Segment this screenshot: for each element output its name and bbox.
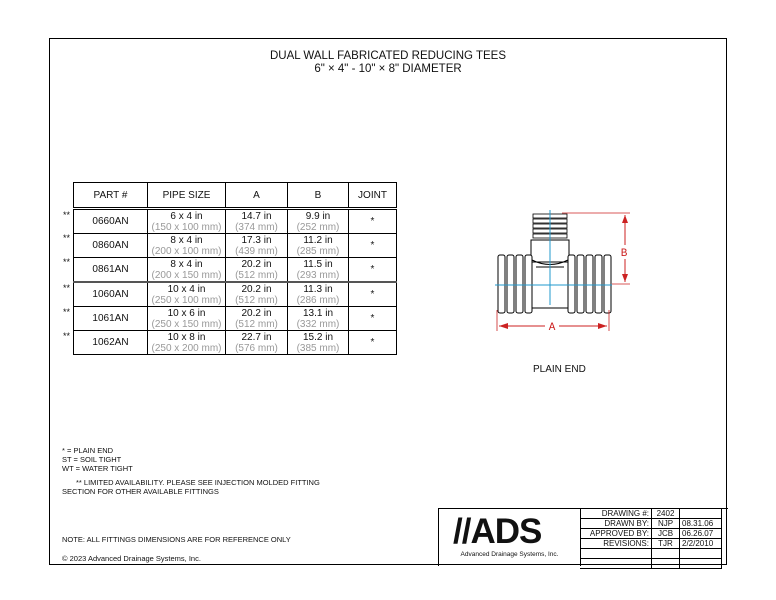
value: 8 x 4 in [170, 258, 203, 270]
dimension-a-label: A [548, 322, 556, 334]
limited-availability-marker: ** [63, 283, 71, 293]
col-header-pipe-size: PIPE SIZE [148, 183, 226, 209]
joint-cell [349, 307, 397, 331]
col-header-joint: JOINT [349, 183, 397, 209]
note-limited-2: SECTION FOR OTHER AVAILABLE FITTINGS [62, 487, 219, 496]
dim-a-cell [226, 258, 288, 283]
dimension-b-label: B [620, 248, 628, 260]
pipe-size-cell [148, 282, 226, 307]
joint-cell [349, 331, 397, 355]
value: 20.2 in [241, 283, 272, 295]
col-header-part: PART # [74, 183, 148, 209]
pipe-size-cell [148, 258, 226, 283]
metric-value: (512 mm) [235, 269, 278, 281]
pipe-corrugation [577, 255, 584, 313]
part-cell [74, 307, 148, 331]
ads-logo [439, 509, 581, 566]
value: * [370, 337, 375, 348]
title-block-label: REVISIONS: [580, 539, 652, 549]
metric-value: (250 x 150 mm) [151, 318, 222, 330]
tee-fitting-drawing [490, 205, 640, 340]
value: 10 x 6 in [167, 307, 206, 319]
title-block-date: 2/2/2010 [680, 539, 722, 549]
title-block-label: DRAWING #: [580, 509, 652, 519]
metric-value: (293 mm) [296, 269, 340, 281]
value: 13.1 in [302, 307, 334, 319]
table-row [74, 258, 397, 283]
title-block-date: 06.26.07 [680, 529, 722, 539]
drawing-title: DUAL WALL FABRICATED REDUCING TEES [269, 50, 506, 62]
title-block-value: JCB [652, 529, 680, 539]
title-block-date [680, 549, 722, 559]
dim-a-cell [226, 282, 288, 307]
value: 1060AN [92, 289, 129, 300]
part-cell [74, 209, 148, 234]
col-header-a: A [226, 183, 288, 209]
title-block-label: APPROVED BY: [580, 529, 652, 539]
table-row [74, 331, 397, 355]
title-block-value: NJP [652, 519, 680, 529]
note-water-tight: WT = WATER TIGHT [62, 464, 133, 473]
title-block-label [580, 559, 652, 569]
value: 15.2 in [302, 331, 334, 343]
title-block-row [580, 559, 722, 569]
title-block-row [580, 549, 722, 559]
value: 1061AN [92, 313, 129, 324]
value: 10 x 8 in [167, 331, 206, 343]
metric-value: (250 x 100 mm) [151, 294, 222, 306]
value: 17.3 in [241, 234, 272, 246]
value: 22.7 in [241, 331, 272, 343]
ads-logo-subtitle: Advanced Drainage Systems, Inc. [460, 551, 559, 558]
title-block-label: DRAWN BY: [580, 519, 652, 529]
title-block-date [680, 509, 722, 519]
part-cell [74, 282, 148, 307]
pipe-corrugation [568, 255, 575, 313]
table-header-row [74, 183, 397, 209]
metric-value: (576 mm) [235, 342, 278, 354]
dim-a-cell [226, 209, 288, 234]
dim-a-cell [226, 331, 288, 355]
value: 10 x 4 in [167, 283, 206, 295]
dim-b-cell [288, 331, 349, 355]
dim-b-cell [288, 258, 349, 283]
value: 11.3 in [303, 283, 333, 295]
value: 11.2 in [303, 234, 333, 246]
value: * [370, 289, 375, 300]
value: 11.5 in [303, 258, 333, 270]
value: 8 x 4 in [170, 234, 203, 246]
metric-value: (200 x 150 mm) [151, 269, 222, 281]
title-block-table [580, 509, 722, 569]
value: 9.9 in [305, 210, 331, 222]
value: 6 x 4 in [170, 210, 203, 222]
value: 14.7 in [241, 210, 272, 222]
pipe-corrugation [595, 255, 602, 313]
pipe-size-cell [148, 307, 226, 331]
note-soil-tight: ST = SOIL TIGHT [62, 455, 122, 464]
title-block-label [580, 549, 652, 559]
metric-value: (285 mm) [296, 245, 340, 257]
title-block [438, 508, 728, 566]
value: 20.2 in [241, 307, 272, 319]
title-block-row [580, 529, 722, 539]
joint-cell [349, 209, 397, 234]
limited-availability-marker: ** [63, 257, 71, 267]
pipe-corrugation [516, 255, 523, 313]
ads-logo-mark: //ADS [453, 512, 542, 551]
title-block-value: 2402 [652, 509, 680, 519]
metric-value: (200 x 100 mm) [151, 245, 222, 257]
pipe-corrugation [507, 255, 514, 313]
title-block-date: 08.31.06 [680, 519, 722, 529]
metric-value: (250 x 200 mm) [151, 342, 222, 354]
value: * [370, 264, 375, 275]
title-block-row [580, 539, 722, 549]
dim-a-cell [226, 307, 288, 331]
metric-value: (252 mm) [296, 221, 340, 233]
dim-b-cell [288, 209, 349, 234]
metric-value: (150 x 100 mm) [151, 221, 222, 233]
pipe-corrugation [525, 255, 532, 313]
limited-availability-marker: ** [63, 307, 71, 317]
pipe-corrugation [498, 255, 505, 313]
drawing-subtitle: 6" × 4" - 10" × 8" DIAMETER [314, 63, 462, 75]
drawing-caption: PLAIN END [533, 364, 586, 375]
note-reference: NOTE: ALL FITTINGS DIMENSIONS ARE FOR REFERENCE ONLY [62, 535, 291, 544]
value: * [370, 216, 375, 227]
joint-cell [349, 234, 397, 258]
pipe-size-cell [148, 331, 226, 355]
metric-value: (439 mm) [235, 245, 278, 257]
table-row [74, 234, 397, 258]
pipe-size-cell [148, 209, 226, 234]
note-plain-end: * = PLAIN END [62, 446, 114, 455]
part-cell [74, 331, 148, 355]
pipe-corrugation [604, 255, 611, 313]
metric-value: (286 mm) [296, 294, 340, 306]
table-row [74, 307, 397, 331]
value: 0861AN [92, 264, 129, 275]
title-block-value [652, 549, 680, 559]
value: * [370, 313, 375, 324]
metric-value: (385 mm) [296, 342, 340, 354]
title-block-row [580, 519, 722, 529]
dim-a-cell [226, 234, 288, 258]
title-block-row [580, 509, 722, 519]
parts-table [73, 182, 397, 355]
dim-b-cell [288, 234, 349, 258]
title-block-date [680, 559, 722, 569]
pipe-corrugation [586, 255, 593, 313]
limited-availability-marker: ** [63, 233, 71, 243]
value: 0660AN [92, 216, 129, 227]
value: 0860AN [92, 240, 129, 251]
metric-value: (332 mm) [296, 318, 340, 330]
part-cell [74, 258, 148, 283]
value: * [370, 240, 375, 251]
title-block-value [652, 559, 680, 569]
joint-cell [349, 258, 397, 283]
table-row [74, 209, 397, 234]
limited-availability-marker: ** [63, 210, 71, 220]
note-limited-1: ** LIMITED AVAILABILITY. PLEASE SEE INJECTION MOLDED FITTING [76, 478, 320, 487]
pipe-size-cell [148, 234, 226, 258]
metric-value: (374 mm) [235, 221, 278, 233]
dim-b-cell [288, 282, 349, 307]
metric-value: (512 mm) [235, 294, 278, 306]
metric-value: (512 mm) [235, 318, 278, 330]
table-row [74, 282, 397, 307]
copyright: © 2023 Advanced Drainage Systems, Inc. [62, 554, 201, 563]
dim-b-cell [288, 307, 349, 331]
value: 1062AN [92, 337, 129, 348]
joint-cell [349, 282, 397, 307]
limited-availability-marker: ** [63, 331, 71, 341]
part-cell [74, 234, 148, 258]
col-header-b: B [288, 183, 349, 209]
value: 20.2 in [241, 258, 272, 270]
title-block-value: TJR [652, 539, 680, 549]
